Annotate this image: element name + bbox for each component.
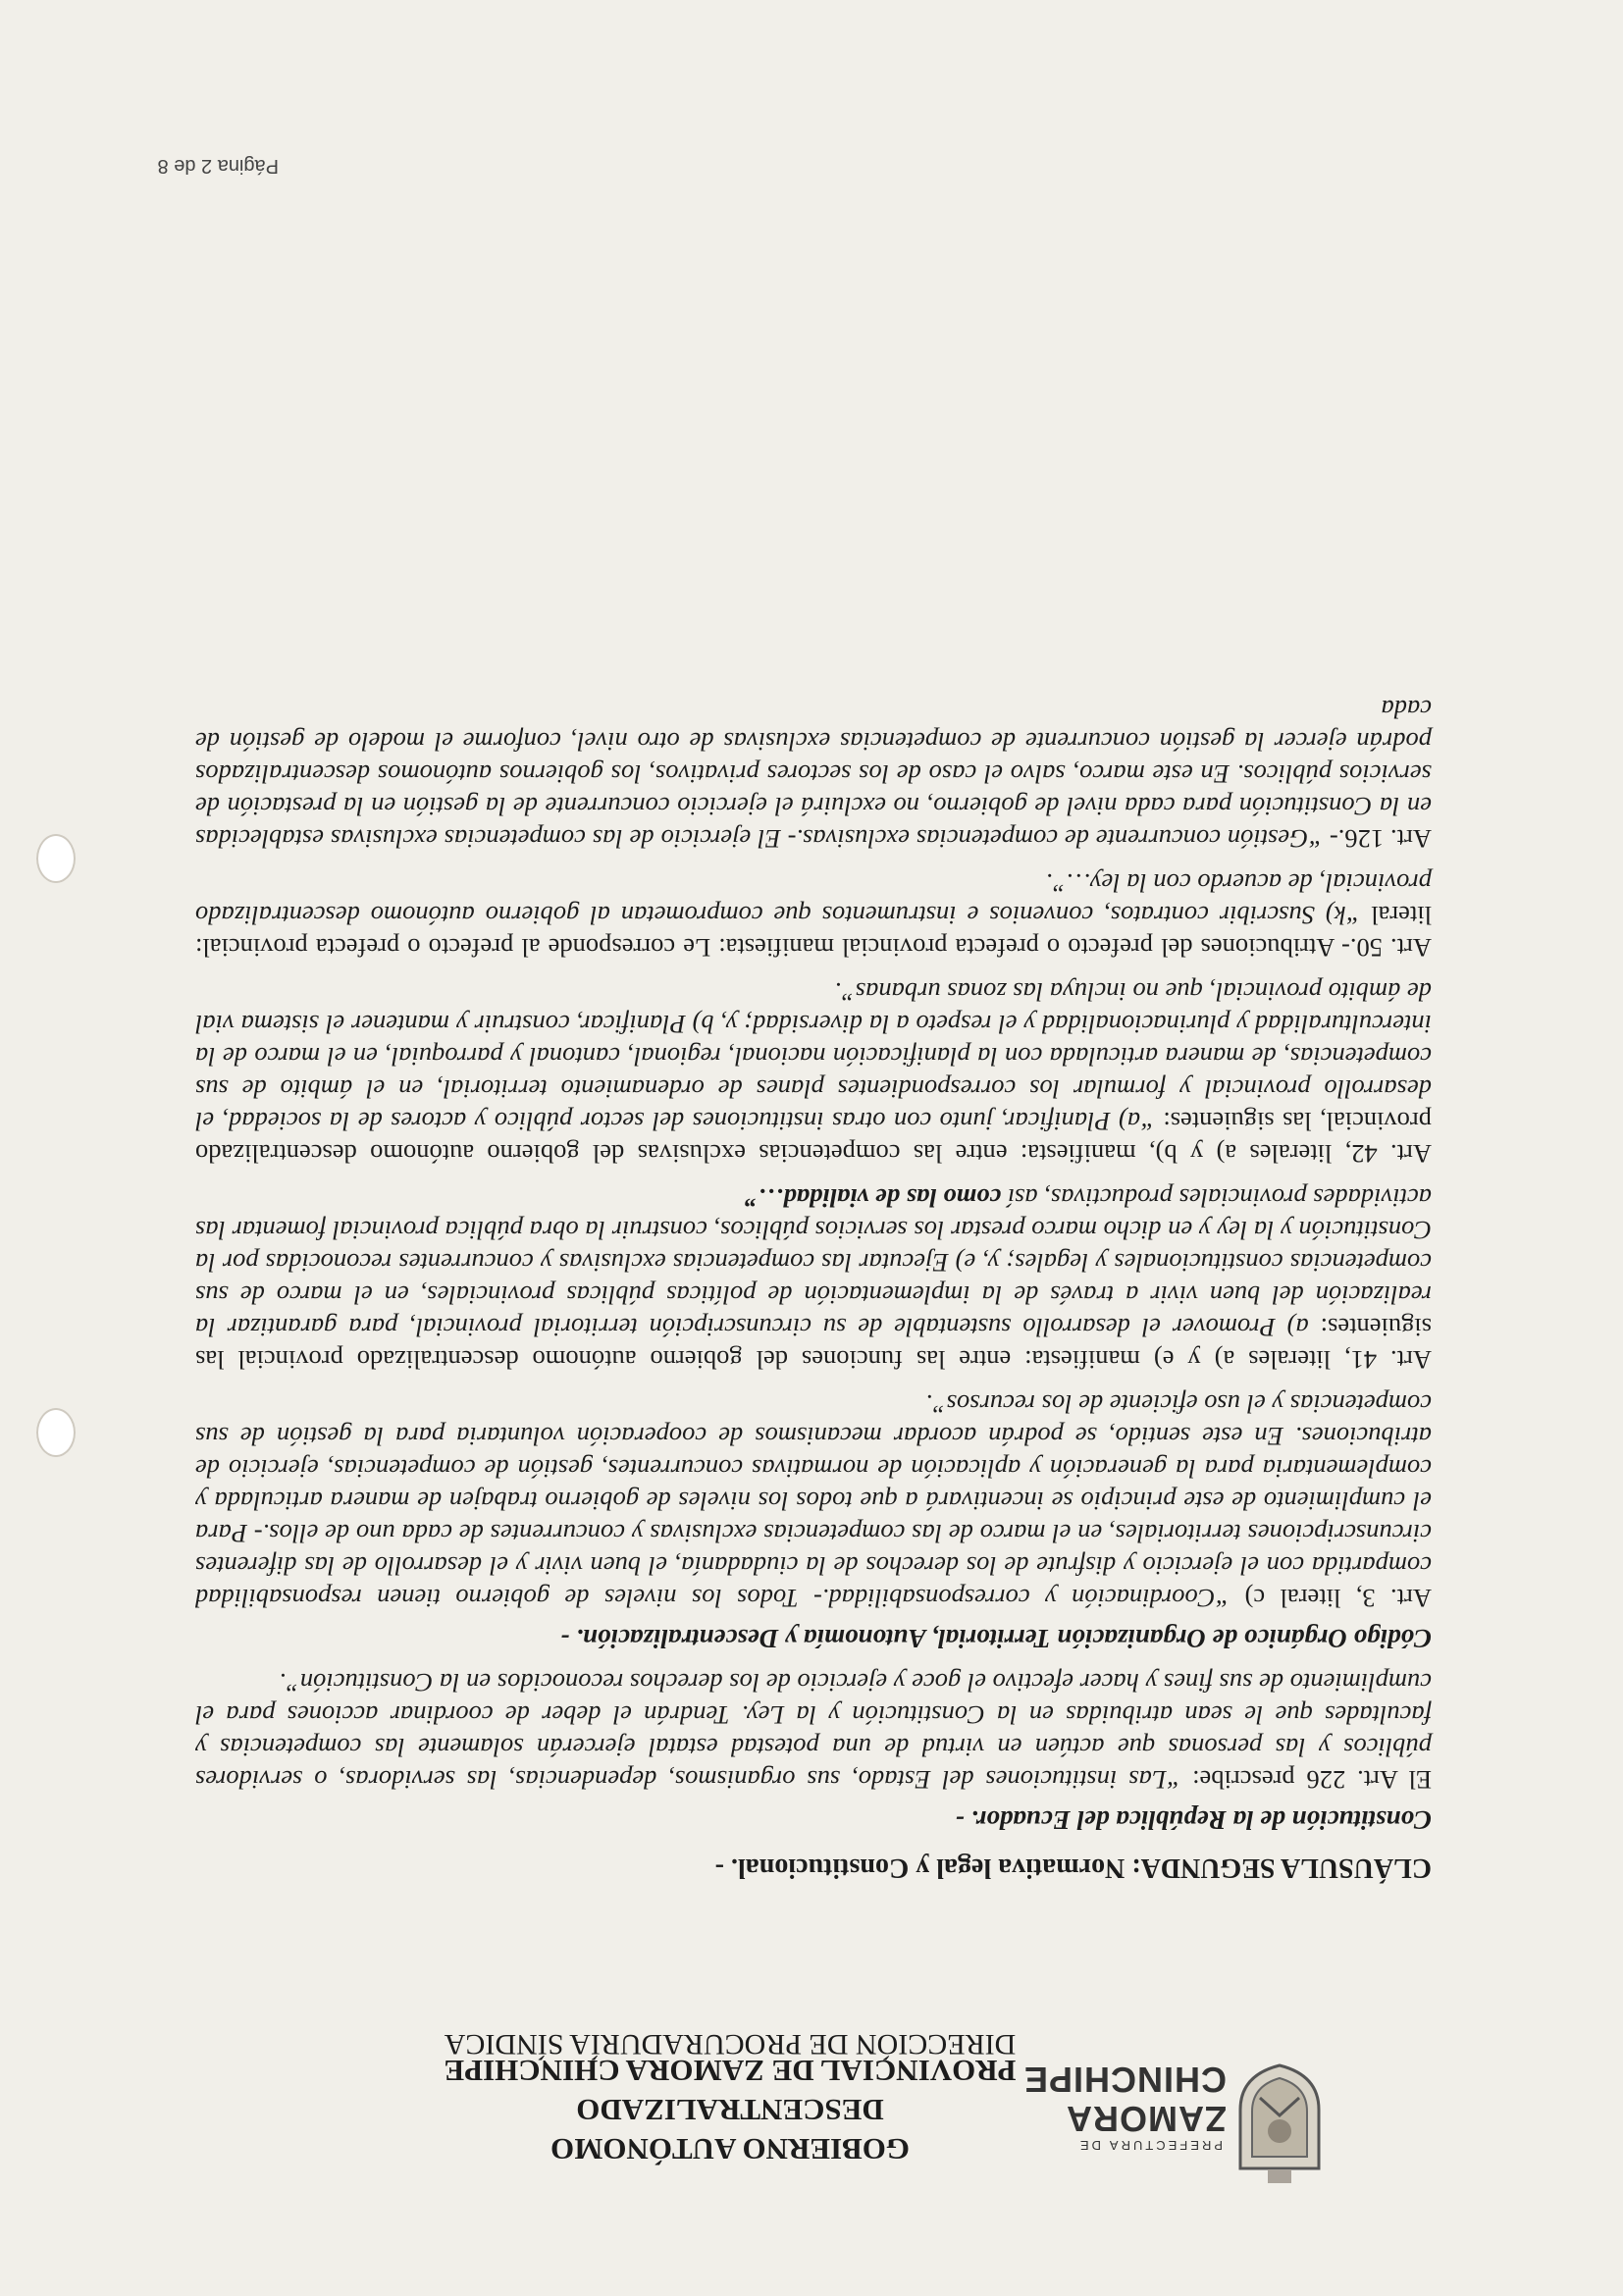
constitution-heading: Constitución de la República del Ecuador. - bbox=[955, 1805, 1432, 1835]
article-42 bbox=[195, 975, 1432, 1170]
article-41-text: a) Promover el desarrollo sustentable de su circunscripción territorial provincial, para garantizar la realización del buen vivir a través de la implementación de políticas públicas provinciales, en el marco de sus competencias constitucionales y legales; y, e) Ejecutar las competencias exclusivas y concurrentes reconocidas por la Constitución y la ley y en dicho marco prestar los servicios públicos, construir la obra pública provincial fomentar las actividades provinciales productivas, así bbox=[195, 1183, 1432, 1342]
coat-of-arms-icon bbox=[1230, 2061, 1329, 2188]
directorate-name: DIRECCIÓN DE PROCURADURÍA SÍNDICA bbox=[444, 2028, 1017, 2061]
article-3-text: “Coordinación y corresponsabilidad.- Todos los niveles de gobierno tienen responsabilidad compartida con el ejercicio y disfrute de los derechos de la ciudadanía, el buen vivir y el desarrollo de las diferentes circunscripciones territoriales, en el marco de las competencias exclusivas y concurrentes de cada uno de ellos.- Para el cumplimiento de este principio se incentivará a que todos los niveles de gobierno trabajen de manera articulada y complementaria para la generación y aplicación de normativas concurrentes, gestión de competencias, ejercicio de atribuciones. En este sentido, se podrán acordar mecanismos de cooperación voluntaria para la gestión de sus competencias y el uso eficiente de los recursos”. bbox=[195, 1389, 1432, 1613]
article-41-end: como las de vialidad…” bbox=[744, 1183, 1002, 1213]
article-50-lead: Art. 50.- Atribuciones del prefecto o prefecta provincial manifiesta: Le corresponde al prefecto o prefecta provincial: literal bbox=[195, 901, 1432, 963]
prefecture-logo bbox=[1022, 2021, 1329, 2188]
institution-line-1: GOBIERNO AUTÓNOMO DESCENTRALIZADO bbox=[550, 2093, 911, 2166]
logo-subtitle: PREFECTURA DE bbox=[1076, 2138, 1223, 2153]
article-50 bbox=[195, 866, 1432, 964]
article-126-lead: Art. 126.- bbox=[1323, 824, 1432, 854]
article-42-text: “a) Planificar, junto con otras instituciones del sector público y actores de la sociedad, el desarrollo provincial y formular los correspondientes planes de ordenamiento territorial, en el ámbito de sus competencias, de manera articulada con la planificación nacional, regional, cantonal y parroquial, en el marco de la interculturalidad y plurinacionalidad y el respeto a la diversidad; y, b) Planificar, construir y mantener el sistema vial de ámbito provincial, que no incluya las zonas urbanas”. bbox=[195, 977, 1432, 1136]
institution-name bbox=[426, 2051, 1034, 2168]
logo-name-chinchipe: CHINCHIPE bbox=[1022, 2060, 1227, 2100]
article-50-text: “k) Suscribir contratos, convenios e instrumentos que comprometan al gobierno autónomo descentralizado provincial, de acuerdo con la ley…”. bbox=[195, 868, 1432, 930]
clause-heading: CLÁUSULA SEGUNDA: Normativa legal y Constitucional. - bbox=[714, 1852, 1432, 1883]
article-226 bbox=[195, 1666, 1432, 1796]
letterhead bbox=[131, 2002, 1329, 2188]
article-3 bbox=[195, 1387, 1432, 1614]
article-126-text: “Gestión concurrente de competencias exclusivas.- El ejercicio de las competencias exclusivas establecidas en la Constitución para cada nivel de gobierno, no excluirá el ejercicio concurrente de la gestión en la prestación de servicios públicos. En este marco, salvo el caso de los sectores privativos, los gobiernos autónomos descentralizados podrán ejercer la gestión concurrente de competencias exclusivas de otro nivel, conforme el modelo de gestión de cada bbox=[195, 695, 1432, 854]
cootad-heading: Código Orgánico de Organización Territorial, Autonomía y Descentralización. - bbox=[560, 1624, 1432, 1653]
article-3-lead: Art. 3, literal c) bbox=[1230, 1584, 1432, 1613]
punch-hole-upper bbox=[36, 1408, 76, 1457]
punch-hole-lower bbox=[36, 834, 76, 883]
page-number: Página 2 de 8 bbox=[157, 155, 279, 177]
article-41 bbox=[195, 1181, 1432, 1376]
logo-name-zamora: ZAMORA bbox=[1066, 2099, 1227, 2139]
document-body bbox=[195, 681, 1432, 1884]
article-42-lead: Art. 42, literales a) y b), manifiesta: entre las competencias exclusivas del gobierno autónomo descentralizado provincial, las siguientes: bbox=[195, 1107, 1432, 1169]
article-41-lead: Art. 41, literales a) y e) manifiesta: entre las funciones del gobierno autónomo descentralizado provincial las siguientes: bbox=[195, 1313, 1432, 1375]
article-126 bbox=[195, 693, 1432, 855]
article-226-lead: El Art. 226 prescribe: bbox=[1180, 1765, 1432, 1795]
article-226-text: “Las instituciones del Estado, sus organismos, dependencias, las servidoras, o servidores públicos y las personas que actúen en virtud de una potestad estatal ejercerán solamente las competencias y facultades que le sean atribuidas en la Constitución y la Ley. Tendrán el deber de coordinar acciones para el cumplimiento de sus fines y hacer efectivo el goce y ejercicio de los derechos reconocidos en la Constitución”. bbox=[195, 1668, 1432, 1795]
institution-line-2: PROVINCIAL DE ZAMORA CHINCHIPE bbox=[444, 2054, 1017, 2088]
